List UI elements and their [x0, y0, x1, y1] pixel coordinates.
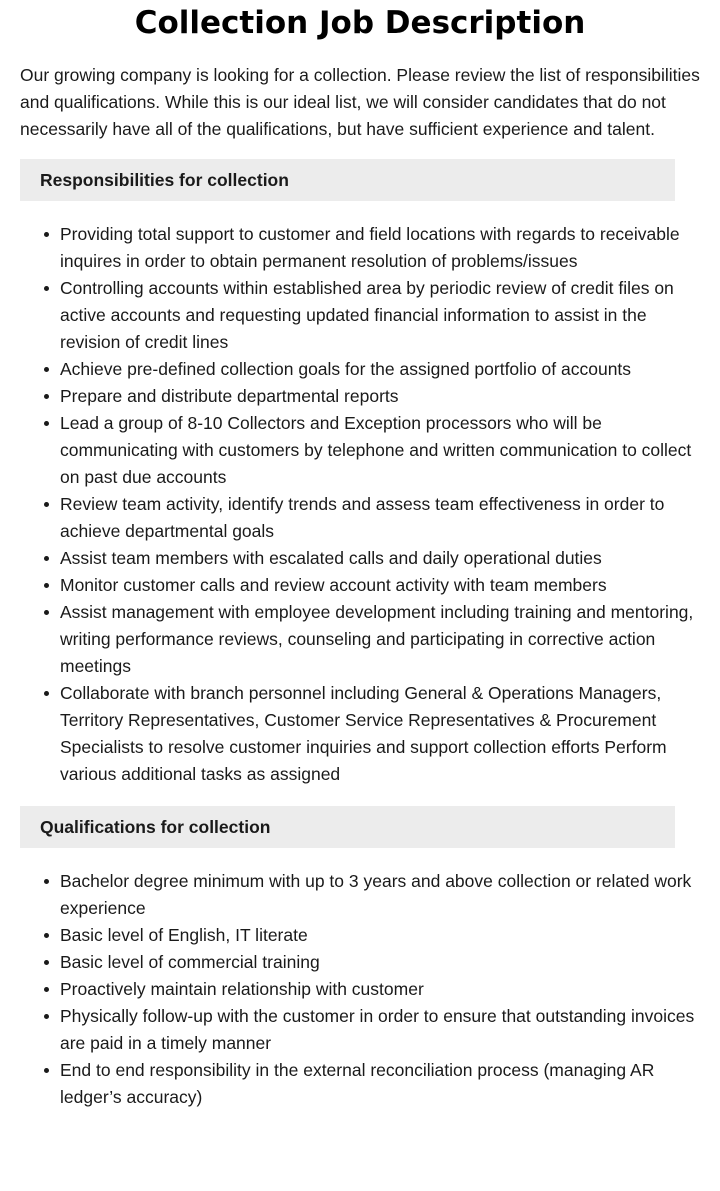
list-item: Review team activity, identify trends and assess team effectiveness in order to achieve departmental goals: [60, 491, 700, 545]
list-item: Prepare and distribute departmental reports: [60, 383, 700, 410]
list-item: Providing total support to customer and field locations with regards to receivable inquires in order to obtain permanent resolution of problems/issues: [60, 221, 700, 275]
list-item: Lead a group of 8-10 Collectors and Exception processors who will be communicating with customers by telephone and written communication to collect on past due accounts: [60, 410, 700, 491]
list-item: Assist team members with escalated calls and daily operational duties: [60, 545, 700, 572]
list-item: Monitor customer calls and review account activity with team members: [60, 572, 700, 599]
list-item: Bachelor degree minimum with up to 3 years and above collection or related work experience: [60, 868, 700, 922]
intro-paragraph: Our growing company is looking for a collection. Please review the list of responsibilities and qualifications. While this is our ideal list, we will consider candidates that do not necessarily have all of the qualifications, but have sufficient experience and talent.: [20, 65, 700, 139]
list-item: Physically follow-up with the customer in order to ensure that outstanding invoices are paid in a timely manner: [60, 1003, 700, 1057]
list-item: End to end responsibility in the external reconciliation process (managing AR ledger’s accuracy): [60, 1057, 700, 1111]
list-item: Controlling accounts within established area by periodic review of credit files on active accounts and requesting updated financial information to assist in the revision of credit lines: [60, 275, 700, 356]
qualifications-heading: Qualifications for collection: [20, 806, 675, 848]
list-item: Assist management with employee development including training and mentoring, writing performance reviews, counseling and participating in corrective action meetings: [60, 599, 700, 680]
list-item: Basic level of English, IT literate: [60, 922, 700, 949]
responsibilities-heading: Responsibilities for collection: [20, 159, 675, 201]
list-item: Basic level of commercial training: [60, 949, 700, 976]
responsibilities-list: [20, 221, 700, 788]
qualifications-list: [20, 868, 700, 1111]
list-item: Proactively maintain relationship with customer: [60, 976, 700, 1003]
page-title: Collection Job Description: [134, 5, 586, 41]
list-item: Achieve pre-defined collection goals for the assigned portfolio of accounts: [60, 356, 700, 383]
list-item: Collaborate with branch personnel including General & Operations Managers, Territory Representatives, Customer Service Representatives & Procurement Specialists to resolve customer inquiries and support collection efforts Perform various additional tasks as assigned: [60, 680, 700, 788]
